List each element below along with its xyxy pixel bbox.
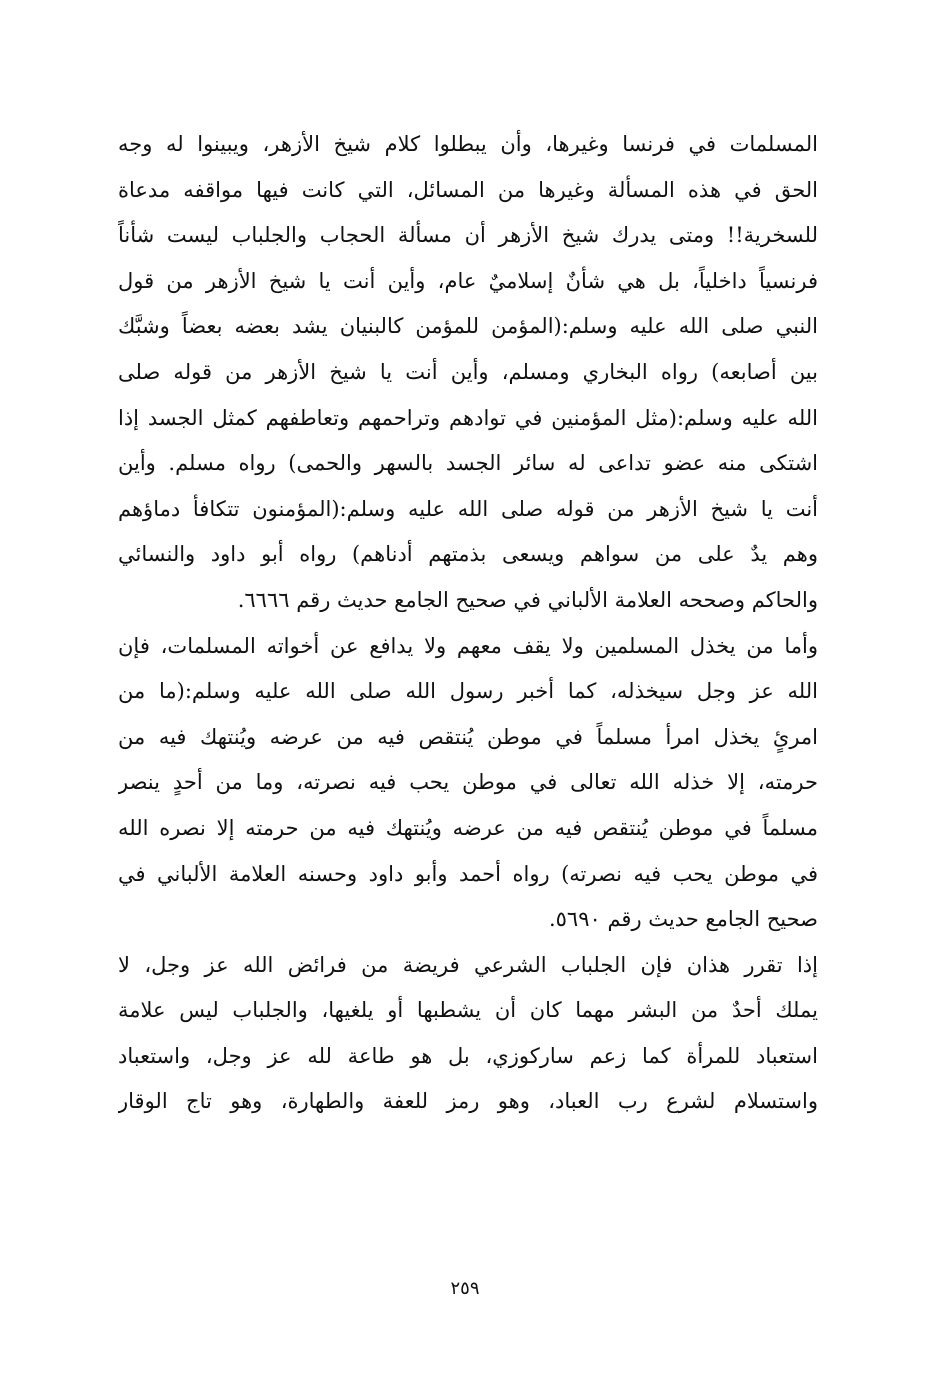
text-line: صحيح الجامع حديث رقم ٥٦٩٠. (548, 907, 818, 932)
text-line: حرمته، إلا خذله الله تعالى في موطن يحب فيه نصرته، وما من أحدٍ ينصر (118, 770, 818, 795)
text-line: أنت يا شيخ الأزهر من قوله صلى الله عليه وسلم:(المؤمنون تتكافأ دماؤهم (118, 496, 818, 521)
text-line: وهم يدٌ على من سواهم ويسعى بذمتهم أدناهم) رواه أبو داود والنسائي (118, 542, 818, 567)
text-line: الحق في هذه المسألة وغيرها من المسائل، التي كانت فيها مواقفه مدعاة (118, 177, 818, 202)
text-line: للسخرية!! ومتى يدرك شيخ الأزهر أن مسألة الحجاب والجلباب ليست شأناً (118, 223, 818, 248)
text-line: في موطن يحب فيه نصرته) رواه أحمد وأبو داود وحسنه العلامة الألباني في (118, 861, 818, 886)
text-line: واستسلام لشرع رب العباد، وهو رمز للعفة والطهارة، وهو تاج الوقار (118, 1089, 818, 1114)
text-line: إذا تقرر هذان فإن الجلباب الشرعي فريضة من فرائض الله عز وجل، لا (118, 952, 818, 977)
text-line: امرئٍ يخذل امرأ مسلماً في موطن يُنتقص فيه من عرضه ويُنتهك فيه من (118, 724, 818, 749)
text-line: وأما من يخذل المسلمين ولا يقف معهم ولا يدافع عن أخواته المسلمات، فإن (118, 633, 818, 658)
text-line: المسلمات في فرنسا وغيرها، وأن يبطلوا كلام شيخ الأزهر، ويبينوا له وجه (118, 132, 818, 156)
text-line: الله عليه وسلم:(مثل المؤمنين في توادهم وتراحمهم وتعاطفهم كمثل الجسد إذا (118, 405, 818, 430)
text-line: مسلماً في موطن يُنتقص فيه من عرضه ويُنتهك فيه من حرمته إلا نصره الله (118, 815, 818, 840)
text-line: يملك أحدٌ من البشر مهما كان أن يشطبها أو يلغيها، والجلباب ليس علامة (118, 998, 818, 1023)
text-line: فرنسياً داخلياً، بل هي شأنٌ إسلاميٌ عام، وأين أنت يا شيخ الأزهر من قول (118, 268, 818, 293)
body-text (118, 122, 818, 1125)
text-line: اشتكى منه عضو تداعى له سائر الجسد بالسهر والحمى) رواه مسلم. وأين (118, 451, 818, 476)
text-line: الله عز وجل سيخذله، كما أخبر رسول الله صلى الله عليه وسلم:(ما من (118, 679, 818, 704)
page-number: ٢٥٩ (450, 1278, 480, 1299)
text-line: النبي صلى الله عليه وسلم:(المؤمن للمؤمن كالبنيان يشد بعضه بعضاً وشبَّك (118, 314, 818, 339)
text-line: بين أصابعه) رواه البخاري ومسلم، وأين أنت يا شيخ الأزهر من قوله صلى (118, 359, 818, 384)
text-line: استعباد للمرأة كما زعم ساركوزي، بل هو طاعة لله عز وجل، واستعباد (118, 1043, 818, 1068)
text-line: والحاكم وصححه العلامة الألباني في صحيح الجامع حديث رقم ٦٦٦٦. (237, 587, 818, 612)
